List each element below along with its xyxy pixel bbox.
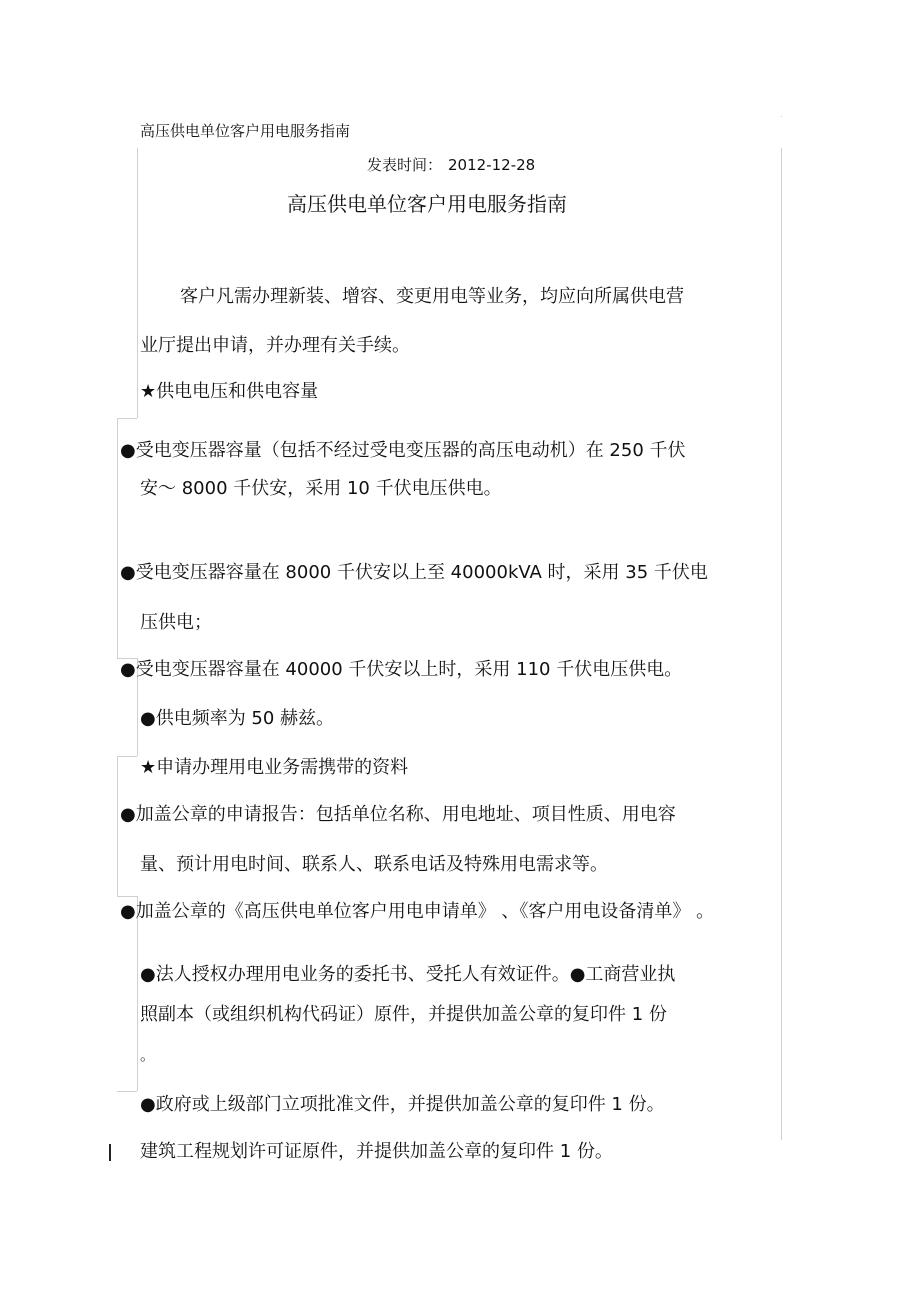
- list-item: ●加盖公章的《高压供电单位客户用电申请单》 、《客户用电设备清单》 。: [120, 901, 715, 922]
- list-item: ●受电变压器容量在 8000 千伏安以上至 40000kVA 时，采用 35 千伏电: [120, 562, 708, 583]
- margin-guide-mark: [781, 116, 782, 117]
- intro-line-1: 客户凡需办理新装、增容、变更用电等业务，均应向所属供电营: [180, 286, 684, 307]
- list-item-continuation: 压供电；: [140, 612, 212, 633]
- running-title: 高压供电单位客户用电服务指南: [140, 122, 351, 140]
- list-item: ●受电变压器容量（包括不经过受电变压器的高压电动机）在 250 千伏: [120, 440, 686, 461]
- list-item-continuation: 安～ 8000 千伏安，采用 10 千伏电压供电。: [140, 478, 502, 499]
- list-item: ●供电频率为 50 赫兹。: [140, 708, 335, 729]
- margin-guide-tick-5: [117, 1091, 137, 1092]
- list-item: ●加盖公章的申请报告：包括单位名称、用电地址、项目性质、用电容: [120, 804, 676, 825]
- list-item: ●政府或上级部门立项批准文件，并提供加盖公章的复印件 1 份。: [140, 1094, 665, 1115]
- margin-guide-left-2: [117, 418, 118, 658]
- publish-date-value: 2012-12-28: [448, 156, 536, 174]
- list-item: ●受电变压器容量在 40000 千伏安以上时，采用 110 千伏电压供电。: [120, 659, 683, 680]
- margin-guide-tick-4: [117, 896, 137, 897]
- intro-line-2: 业厅提出申请，并办理有关手续。: [140, 335, 410, 356]
- margin-guide-right: [781, 148, 782, 1140]
- section-heading-supply-voltage: ★供电电压和供电容量: [140, 381, 319, 402]
- margin-guide-tick: [117, 418, 137, 419]
- list-item-continuation: 照副本（或组织机构代码证）原件，并提供加盖公章的复印件 1 份: [140, 1004, 667, 1025]
- page-title: 高压供电单位客户用电服务指南: [287, 192, 567, 216]
- publish-date: [367, 158, 535, 173]
- list-item-continuation: 。: [140, 1046, 156, 1064]
- margin-bar-mark: [109, 1144, 111, 1161]
- list-item: ●法人授权办理用电业务的委托书、受托人有效证件。●工商营业执: [140, 964, 676, 985]
- section-heading-required-documents: ★申请办理用电业务需携带的资料: [140, 757, 409, 778]
- list-item: 建筑工程规划许可证原件，并提供加盖公章的复印件 1 份。: [140, 1141, 613, 1162]
- margin-guide-left: [137, 148, 138, 418]
- margin-guide-left-5: [137, 896, 138, 1091]
- list-item-continuation: 量、预计用电时间、联系人、联系电话及特殊用电需求等。: [140, 854, 608, 875]
- margin-guide-left-4: [117, 756, 118, 896]
- margin-guide-tick-3: [117, 756, 137, 757]
- publish-date-label: 发表时间：: [367, 156, 443, 174]
